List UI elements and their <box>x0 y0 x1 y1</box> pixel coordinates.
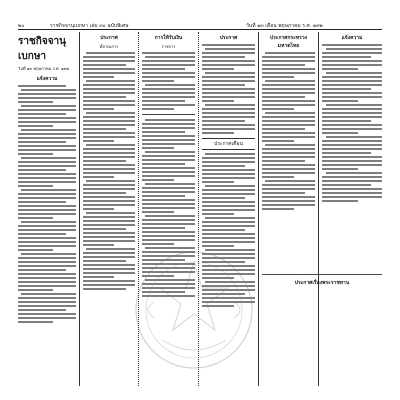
left-running-title: ราชกิจจานุเบกษา เล่ม ๓๐ ฉบับพิเศษ <box>50 23 129 29</box>
column-2 <box>83 32 135 386</box>
right-running-title: วันที่ ๑๓ เดือน พฤษภาคม ร.ศ. ๑๓๒ <box>246 23 323 29</box>
page-number: ๒๐ <box>18 23 25 29</box>
article-text <box>202 153 255 307</box>
column-1 <box>18 32 76 386</box>
section-divider <box>262 274 382 275</box>
notice-block <box>262 270 382 340</box>
column-heading: แจ้งความ <box>341 35 363 41</box>
column-heading: ประกาศกระทรวงมหาดไทย <box>269 35 308 49</box>
column-rule <box>198 32 199 386</box>
article-text <box>262 52 315 210</box>
notice-heading: ประกาศเรื่องพระราชทาน <box>294 280 350 286</box>
column-heading: ประกาศ <box>100 35 118 41</box>
column-heading: แจ้งความ <box>36 76 58 82</box>
column-4 <box>202 32 255 386</box>
article-text <box>18 85 76 323</box>
section-divider <box>142 114 195 115</box>
issue-line: วันที่ ๑๓ พฤษภาคม ร.ศ. ๑๓๒ <box>18 66 70 71</box>
column-subheading: ราชการ <box>161 44 176 49</box>
column-rule <box>138 32 139 386</box>
article-text <box>142 52 195 110</box>
masthead-title: ราชกิจจานุเบกษา <box>18 36 66 62</box>
column-heading: ประกาศ <box>219 35 238 41</box>
article-text <box>202 44 255 134</box>
header-rule <box>18 29 382 30</box>
column-heading: การให้รับเงิน <box>154 35 183 41</box>
boxed-heading: ประกาศเตือน <box>202 138 255 150</box>
column-rule <box>79 32 80 386</box>
column-subheading: ตั้งกรมการ <box>99 44 119 49</box>
article-text <box>142 119 195 297</box>
article-text <box>83 52 135 290</box>
article-text <box>322 44 382 202</box>
column-3 <box>142 32 195 386</box>
column-rule <box>258 32 259 386</box>
